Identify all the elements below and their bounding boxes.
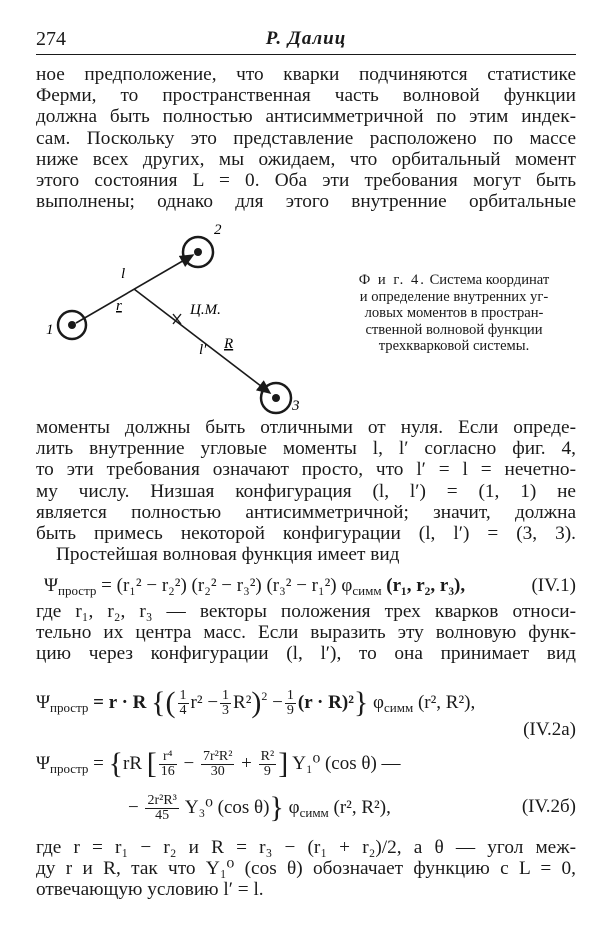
equation-args: (r₁, r₂, r₃),	[386, 575, 466, 596]
denominator: 45	[155, 808, 170, 823]
page-number: 274	[36, 28, 66, 50]
equation-body	[44, 573, 465, 604]
spherical-harmonic-term: Y₁⁰ (cos θ) —	[292, 752, 401, 774]
subscript: симм	[352, 583, 382, 598]
label-r: r	[116, 298, 122, 314]
label-center-of-mass: Ц.М.	[190, 302, 221, 318]
equation-number: (IV.1)	[531, 575, 576, 596]
equation-expression: = (r₁² − r₂²) (r₂² − r₃²) (r₃² − r₁²) φ	[101, 575, 353, 596]
text-line: му числу. Низшая конфигурация (l, l′) = (1, 1) не	[36, 480, 576, 502]
caption-prefix: Ф и г. 4.	[358, 272, 426, 288]
operator: −	[272, 692, 283, 713]
subscript: симм	[384, 700, 414, 715]
psi-symbol: Ψ	[36, 692, 51, 713]
equation-body-line-1: $\Psi_{простр} = \{rR$ [ $\frac{\text{r⁴}}{16}$ − $\frac{\text{7r²R²}}{30}$ + $\frac{\text{R²}}{9}$ ] Y₁⁰ (cos θ) —	[36, 746, 401, 780]
text-line: Простейшая волновая функция имеет вид	[56, 544, 400, 566]
figure-caption	[334, 272, 574, 355]
text-line: сам. Поскольку это представление расположено по массе	[36, 127, 576, 149]
equals: =	[93, 752, 104, 774]
page-header	[36, 26, 576, 55]
label-l: l	[121, 266, 126, 282]
numerator: 2r²R³	[147, 793, 177, 808]
label-quark-1: 1	[46, 322, 54, 338]
label-quark-3: 3	[292, 398, 300, 414]
equation-iv-2b	[36, 746, 576, 836]
phi-symbol: φ	[373, 692, 385, 713]
psi-symbol: Ψ	[36, 752, 51, 774]
caption-line: трехкварковой системы.	[378, 338, 530, 355]
label-R: R	[224, 336, 234, 352]
numerator: 1	[286, 688, 294, 704]
fraction	[159, 750, 177, 779]
term: (r · R)²	[297, 692, 354, 713]
running-head: Р. Далиц	[265, 28, 347, 49]
equation-iv-2a	[36, 683, 576, 743]
numerator: 1	[179, 688, 187, 704]
quark-1-circle	[58, 311, 86, 339]
equation-lhs: = r · R	[93, 692, 147, 713]
text-line: должна быть полностью антисимметричной по этим индек-	[36, 106, 576, 128]
label-quark-2: 2	[214, 222, 222, 238]
denominator: 9	[263, 764, 271, 779]
text-line: где r₁, r₂, r₃ — векторы положения трех кварков относи-	[36, 601, 576, 622]
fraction	[201, 750, 234, 779]
text-line: ниже всех других, мы ожидаем, что орбитальный момент	[36, 148, 576, 170]
equation-args: (r², R²),	[417, 692, 476, 713]
term: rR	[123, 752, 143, 774]
numerator: r⁴	[159, 750, 177, 765]
text-line: моменты должны быть отличными от нуля. Если опреде-	[36, 417, 576, 438]
psi-symbol: Ψ	[44, 575, 59, 596]
denominator: 3	[222, 703, 230, 719]
text-line: этого состояния L = 0. Оба эти требования могут быть	[36, 170, 576, 192]
bracket-open: [	[146, 746, 157, 780]
paragraph-4	[36, 837, 576, 901]
denominator: 30	[210, 764, 225, 779]
coordinate-diagram	[36, 222, 336, 422]
equation-iv-1	[36, 573, 576, 603]
equation-args: (r², R²),	[333, 796, 391, 818]
fraction	[285, 689, 296, 718]
text-line: выполнены; однако для этого внутренние орбитальные	[36, 191, 576, 213]
phi-symbol: φ	[288, 796, 300, 818]
subscript: простр	[58, 583, 97, 598]
paren-close: )	[251, 686, 262, 719]
equation-number: (IV.2a)	[523, 719, 576, 740]
equation-body	[36, 683, 475, 721]
subscript: простр	[50, 700, 89, 715]
text-line: ду r и R, так что Y₁⁰ (cos θ) обозначает функцию с L = 0,	[36, 858, 576, 880]
caption-line	[334, 272, 574, 289]
term: r² −	[190, 692, 219, 713]
caption-text: Система координат	[429, 272, 550, 288]
denominator: 9	[286, 703, 294, 719]
numerator: 7r²R²	[203, 749, 233, 764]
text-line: ное предположение, что кварки подчиняются статистике	[36, 64, 576, 85]
text-line: лить внутренние угловые моменты l, l′ согласно фиг. 4,	[36, 438, 576, 460]
brace-close: }	[269, 790, 284, 824]
subscript: симм	[299, 804, 329, 820]
brace-open: {(	[151, 686, 176, 719]
text-line: Ферми, то пространственная часть волновой функции	[36, 85, 576, 107]
equation-body-line-2: − $\frac{\text{2r²R³}}{45}$ Y₃⁰ (cos θ)} $\varphi_{симм}$ (r², R²),	[128, 790, 391, 824]
paragraph-3	[36, 601, 576, 665]
paragraph-2	[36, 417, 576, 565]
numerator: R²	[260, 749, 275, 764]
brace-close: }	[353, 686, 369, 719]
label-l-prime: l′	[199, 342, 207, 358]
fraction	[259, 750, 277, 779]
spherical-harmonic-term: Y₃⁰ (cos θ)	[184, 796, 270, 818]
fraction	[220, 689, 231, 718]
fraction	[178, 689, 189, 718]
bracket-close: ]	[278, 746, 289, 780]
text-line: где r = r₁ − r₂ и R = r₃ − (r₁ + r₂)/2, а θ — угол меж-	[36, 837, 576, 858]
text-line: тельно их центра масс. Если выразить эту волновую функ-	[36, 622, 576, 644]
fraction	[145, 794, 178, 823]
denominator: 16	[160, 764, 175, 779]
brace-open: {	[108, 746, 124, 780]
superscript: 2	[261, 689, 268, 703]
caption-line: и определение внутренних уг-	[359, 288, 549, 305]
numerator: 1	[222, 688, 230, 704]
equation-number: (IV.2б)	[521, 796, 576, 817]
text-line: отвечающую условию l′ = l.	[36, 879, 264, 901]
caption-line: ловых моментов в простран-	[364, 305, 544, 322]
paragraph-1	[36, 64, 576, 212]
subscript: простр	[50, 760, 89, 776]
term: R²	[233, 692, 252, 713]
denominator: 4	[179, 703, 187, 719]
quark-2-circle	[183, 237, 213, 267]
text-line: является полностью антисимметричной; значит, должна	[36, 501, 576, 523]
text-line: то эти требования означают просто, что l′ = l = нечетно-	[36, 459, 576, 481]
figure-4-diagram	[36, 222, 336, 422]
caption-line: ственной волновой функции	[365, 321, 543, 338]
text-line: быть примесь некоторой конфигурации (l, l′) = (3, 3).	[36, 523, 576, 545]
quark-3-circle	[261, 383, 291, 413]
text-line: цию через конфигурации (l, l′), то она принимает вид	[36, 643, 576, 665]
